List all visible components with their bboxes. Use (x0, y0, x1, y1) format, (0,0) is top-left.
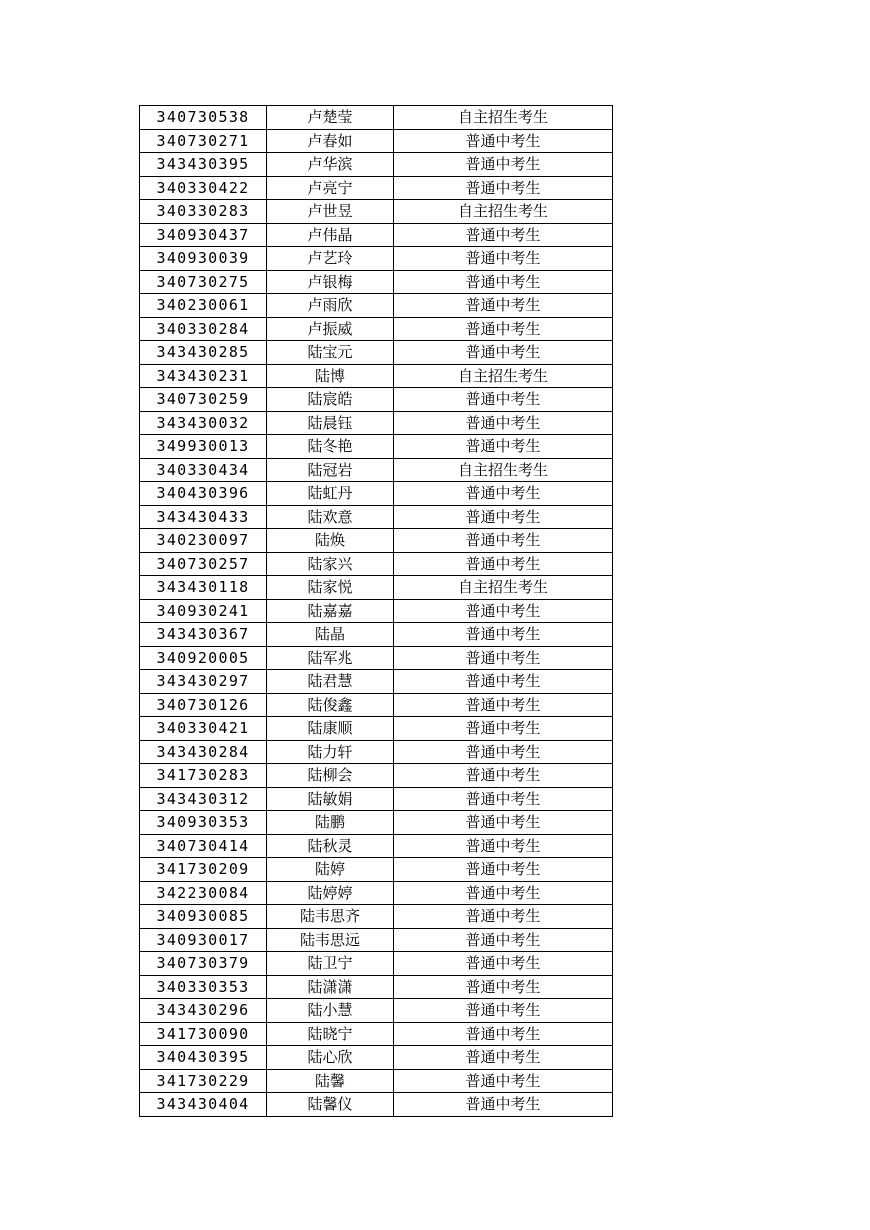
candidate-name-cell: 陆晓宁 (267, 1022, 394, 1046)
candidate-type-cell: 普通中考生 (394, 552, 613, 576)
candidate-name-cell: 陆晶 (267, 623, 394, 647)
candidate-table (139, 105, 613, 1117)
candidate-name-cell: 陆博 (267, 364, 394, 388)
table-row (140, 599, 613, 623)
candidate-type-cell: 普通中考生 (394, 787, 613, 811)
candidate-type-cell: 普通中考生 (394, 388, 613, 412)
candidate-name-cell: 陆嘉嘉 (267, 599, 394, 623)
table-row (140, 646, 613, 670)
table-row (140, 270, 613, 294)
candidate-id-cell: 340730259 (140, 388, 267, 412)
table-row (140, 317, 613, 341)
table-row (140, 740, 613, 764)
candidate-type-cell: 普通中考生 (394, 129, 613, 153)
candidate-name-cell: 陆冬艳 (267, 435, 394, 459)
table-row (140, 1069, 613, 1093)
candidate-id-cell: 340730271 (140, 129, 267, 153)
candidate-id-cell: 349930013 (140, 435, 267, 459)
candidate-id-cell: 340330434 (140, 458, 267, 482)
candidate-id-cell: 340730538 (140, 106, 267, 130)
candidate-type-cell: 普通中考生 (394, 670, 613, 694)
candidate-name-cell: 卢春如 (267, 129, 394, 153)
candidate-type-cell: 普通中考生 (394, 505, 613, 529)
candidate-id-cell: 340730379 (140, 952, 267, 976)
candidate-id-cell: 343430404 (140, 1093, 267, 1117)
candidate-type-cell: 普通中考生 (394, 811, 613, 835)
table-row (140, 247, 613, 271)
candidate-name-cell: 陆韦思齐 (267, 905, 394, 929)
candidate-name-cell: 陆欢意 (267, 505, 394, 529)
candidate-type-cell: 普通中考生 (394, 952, 613, 976)
candidate-type-cell: 普通中考生 (394, 693, 613, 717)
table-row (140, 505, 613, 529)
candidate-type-cell: 普通中考生 (394, 858, 613, 882)
candidate-type-cell: 普通中考生 (394, 223, 613, 247)
table-row (140, 176, 613, 200)
candidate-id-cell: 340930353 (140, 811, 267, 835)
table-row (140, 153, 613, 177)
candidate-type-cell: 普通中考生 (394, 928, 613, 952)
candidate-name-cell: 陆婷婷 (267, 881, 394, 905)
candidate-type-cell: 普通中考生 (394, 764, 613, 788)
candidate-name-cell: 陆俊鑫 (267, 693, 394, 717)
candidate-id-cell: 340330284 (140, 317, 267, 341)
table-row (140, 905, 613, 929)
candidate-type-cell: 普通中考生 (394, 153, 613, 177)
candidate-type-cell: 自主招生考生 (394, 364, 613, 388)
candidate-type-cell: 普通中考生 (394, 999, 613, 1023)
candidate-id-cell: 342230084 (140, 881, 267, 905)
candidate-id-cell: 340930039 (140, 247, 267, 271)
candidate-name-cell: 卢伟晶 (267, 223, 394, 247)
candidate-id-cell: 343430032 (140, 411, 267, 435)
table-row (140, 975, 613, 999)
candidate-type-cell: 普通中考生 (394, 317, 613, 341)
candidate-id-cell: 341730209 (140, 858, 267, 882)
candidate-id-cell: 340930085 (140, 905, 267, 929)
candidate-name-cell: 卢银梅 (267, 270, 394, 294)
table-row (140, 834, 613, 858)
candidate-id-cell: 340230097 (140, 529, 267, 553)
candidate-type-cell: 普通中考生 (394, 1093, 613, 1117)
candidate-name-cell: 卢艺玲 (267, 247, 394, 271)
candidate-id-cell: 340730257 (140, 552, 267, 576)
candidate-name-cell: 陆晨钰 (267, 411, 394, 435)
table-row (140, 529, 613, 553)
candidate-type-cell: 普通中考生 (394, 881, 613, 905)
candidate-name-cell: 卢楚莹 (267, 106, 394, 130)
candidate-name-cell: 卢世昱 (267, 200, 394, 224)
candidate-type-cell: 普通中考生 (394, 1069, 613, 1093)
candidate-type-cell: 普通中考生 (394, 270, 613, 294)
candidate-name-cell: 陆鹏 (267, 811, 394, 835)
candidate-name-cell: 陆婷 (267, 858, 394, 882)
candidate-name-cell: 卢亮宁 (267, 176, 394, 200)
candidate-type-cell: 普通中考生 (394, 623, 613, 647)
table-row (140, 129, 613, 153)
candidate-type-cell: 自主招生考生 (394, 106, 613, 130)
table-row (140, 294, 613, 318)
candidate-type-cell: 普通中考生 (394, 1046, 613, 1070)
candidate-type-cell: 普通中考生 (394, 717, 613, 741)
candidate-id-cell: 343430231 (140, 364, 267, 388)
candidate-type-cell: 普通中考生 (394, 1022, 613, 1046)
candidate-id-cell: 343430296 (140, 999, 267, 1023)
candidate-type-cell: 普通中考生 (394, 529, 613, 553)
candidate-id-cell: 340430396 (140, 482, 267, 506)
candidate-id-cell: 343430367 (140, 623, 267, 647)
candidate-name-cell: 陆柳会 (267, 764, 394, 788)
candidate-type-cell: 普通中考生 (394, 905, 613, 929)
candidate-name-cell: 陆卫宁 (267, 952, 394, 976)
roster-sheet (139, 105, 613, 1117)
candidate-type-cell: 自主招生考生 (394, 200, 613, 224)
table-row (140, 693, 613, 717)
table-row (140, 411, 613, 435)
table-row (140, 787, 613, 811)
candidate-id-cell: 341730090 (140, 1022, 267, 1046)
candidate-name-cell: 陆心欣 (267, 1046, 394, 1070)
candidate-type-cell: 普通中考生 (394, 341, 613, 365)
candidate-id-cell: 340730275 (140, 270, 267, 294)
candidate-id-cell: 343430118 (140, 576, 267, 600)
candidate-id-cell: 343430312 (140, 787, 267, 811)
candidate-id-cell: 340330353 (140, 975, 267, 999)
candidate-name-cell: 陆虹丹 (267, 482, 394, 506)
candidate-id-cell: 340930017 (140, 928, 267, 952)
candidate-id-cell: 340930241 (140, 599, 267, 623)
candidate-name-cell: 陆家兴 (267, 552, 394, 576)
candidate-type-cell: 普通中考生 (394, 975, 613, 999)
table-row (140, 764, 613, 788)
candidate-id-cell: 340230061 (140, 294, 267, 318)
candidate-name-cell: 卢雨欣 (267, 294, 394, 318)
candidate-type-cell: 自主招生考生 (394, 576, 613, 600)
table-row (140, 623, 613, 647)
table-row (140, 952, 613, 976)
candidate-name-cell: 陆敏娟 (267, 787, 394, 811)
table-row (140, 717, 613, 741)
table-row (140, 106, 613, 130)
table-row (140, 552, 613, 576)
table-row (140, 458, 613, 482)
candidate-name-cell: 陆冠岩 (267, 458, 394, 482)
candidate-type-cell: 自主招生考生 (394, 458, 613, 482)
candidate-id-cell: 340430395 (140, 1046, 267, 1070)
candidate-type-cell: 普通中考生 (394, 482, 613, 506)
candidate-name-cell: 陆潇潇 (267, 975, 394, 999)
table-row (140, 1046, 613, 1070)
candidate-id-cell: 340330421 (140, 717, 267, 741)
candidate-type-cell: 普通中考生 (394, 411, 613, 435)
candidate-name-cell: 陆君慧 (267, 670, 394, 694)
candidate-id-cell: 341730283 (140, 764, 267, 788)
candidate-name-cell: 陆力轩 (267, 740, 394, 764)
candidate-type-cell: 普通中考生 (394, 834, 613, 858)
candidate-name-cell: 陆宝元 (267, 341, 394, 365)
candidate-name-cell: 陆韦思远 (267, 928, 394, 952)
candidate-name-cell: 陆军兆 (267, 646, 394, 670)
candidate-id-cell: 343430433 (140, 505, 267, 529)
candidate-id-cell: 340730414 (140, 834, 267, 858)
candidate-name-cell: 陆康顺 (267, 717, 394, 741)
table-row (140, 341, 613, 365)
candidate-type-cell: 普通中考生 (394, 435, 613, 459)
candidate-id-cell: 340730126 (140, 693, 267, 717)
candidate-type-cell: 普通中考生 (394, 599, 613, 623)
candidate-name-cell: 陆馨 (267, 1069, 394, 1093)
table-row (140, 482, 613, 506)
table-row (140, 670, 613, 694)
candidate-type-cell: 普通中考生 (394, 176, 613, 200)
candidate-id-cell: 343430395 (140, 153, 267, 177)
candidate-name-cell: 陆家悦 (267, 576, 394, 600)
table-row (140, 200, 613, 224)
table-row (140, 388, 613, 412)
candidate-id-cell: 343430297 (140, 670, 267, 694)
candidate-table-body (140, 106, 613, 1117)
candidate-name-cell: 卢振威 (267, 317, 394, 341)
candidate-type-cell: 普通中考生 (394, 646, 613, 670)
candidate-id-cell: 340330283 (140, 200, 267, 224)
candidate-type-cell: 普通中考生 (394, 740, 613, 764)
table-row (140, 435, 613, 459)
candidate-type-cell: 普通中考生 (394, 247, 613, 271)
candidate-name-cell: 陆馨仪 (267, 1093, 394, 1117)
table-row (140, 364, 613, 388)
candidate-id-cell: 343430284 (140, 740, 267, 764)
table-row (140, 999, 613, 1023)
table-row (140, 223, 613, 247)
candidate-name-cell: 陆焕 (267, 529, 394, 553)
candidate-id-cell: 340330422 (140, 176, 267, 200)
candidate-type-cell: 普通中考生 (394, 294, 613, 318)
candidate-name-cell: 陆宸皓 (267, 388, 394, 412)
table-row (140, 576, 613, 600)
table-row (140, 1022, 613, 1046)
candidate-id-cell: 340930437 (140, 223, 267, 247)
candidate-name-cell: 陆小慧 (267, 999, 394, 1023)
candidate-name-cell: 陆秋灵 (267, 834, 394, 858)
candidate-id-cell: 340920005 (140, 646, 267, 670)
table-row (140, 1093, 613, 1117)
table-row (140, 858, 613, 882)
table-row (140, 881, 613, 905)
candidate-id-cell: 341730229 (140, 1069, 267, 1093)
candidate-id-cell: 343430285 (140, 341, 267, 365)
table-row (140, 928, 613, 952)
candidate-name-cell: 卢华滨 (267, 153, 394, 177)
table-row (140, 811, 613, 835)
